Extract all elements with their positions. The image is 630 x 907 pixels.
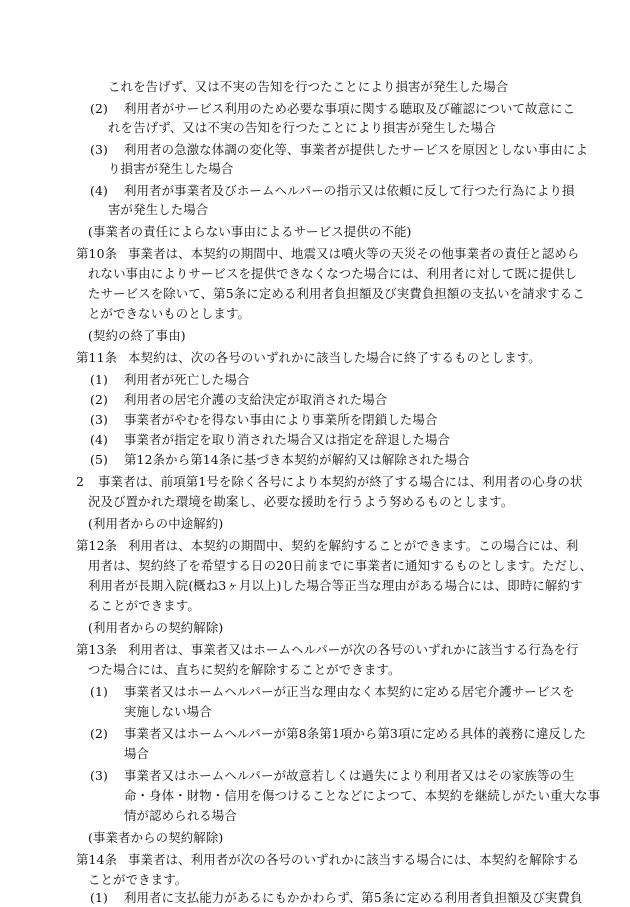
item-number: (2) <box>90 392 109 407</box>
article-line <box>76 537 578 555</box>
text-line: 利用者が長期入院(概ね3ヶ月以上)した場合等正当な理由がある場合には、即時に解約す <box>88 578 583 593</box>
list-item <box>90 451 470 469</box>
item-number: (2) <box>90 101 109 116</box>
item-text: 利用者の急激な体調の変化等、事業者が提供したサービスを原因としない事由によ <box>124 142 589 157</box>
article-number: 第13条 <box>76 642 118 657</box>
item-number: (3) <box>90 142 109 157</box>
list-item <box>90 725 586 743</box>
text-line: 場合 <box>124 746 150 761</box>
item-text: 利用者がサービス利用のため必要な事項に関する聴取及び確認について故意にこ <box>124 101 576 116</box>
text-line: れを告げず、又は不実の告知を行つたことにより損害が発生した場合 <box>108 120 496 135</box>
section-heading: (契約の終了事由) <box>88 328 186 343</box>
section-heading: (利用者からの中途解約) <box>88 516 224 531</box>
list-item <box>90 683 575 701</box>
item-number: (1) <box>90 684 109 699</box>
item-text: 利用者の居宅介護の支給決定が取消された場合 <box>124 392 388 407</box>
article-line <box>76 245 579 263</box>
article-line <box>76 851 579 869</box>
item-text: 事業者がやむを得ない事由により事業所を閉鎖した場合 <box>124 412 438 427</box>
list-item <box>90 371 249 389</box>
item-text: 利用者に支払能力があるにもかかわらず、第5条に定める利用者負担額及び実費負 <box>124 890 583 905</box>
article-text: 事業者は、本契約の期間中、地震又は噴火等の天災その他事業者の責任と認めら <box>128 246 580 261</box>
text-line: 情が認められる場合 <box>124 808 237 823</box>
text-line: これを告げず、又は不実の告知を行つたことにより損害が発生した場合 <box>108 79 509 94</box>
item-number: (3) <box>90 412 109 427</box>
list-item <box>90 411 438 429</box>
item-number: (2) <box>90 726 109 741</box>
text-line: 実施しない場合 <box>124 704 212 719</box>
article-text: 利用者は、本契約の期間中、契約を解約することができます。この場合には、利 <box>128 538 579 553</box>
text-line: とができないものとします。 <box>88 306 251 321</box>
text-line: り損害が発生した場合 <box>108 161 234 176</box>
list-item <box>90 767 575 785</box>
section-heading: (事業者の責任によらない事由によるサービス提供の不能) <box>88 224 412 239</box>
article-number: 第11条 <box>76 350 118 365</box>
list-item <box>90 391 387 409</box>
text-line: ることができます。 <box>88 598 200 613</box>
item-text: 事業者又はホームヘルパーが第8条第1項から第3項に定める具体的義務に違反した <box>124 726 587 741</box>
item-number: (5) <box>90 452 109 467</box>
item-number: (3) <box>90 768 109 783</box>
paragraph-number: 2 <box>76 474 85 489</box>
item-text: 第12条から第14条に基づき本契約が解約又は解除された場合 <box>124 452 470 467</box>
item-text: 事業者が指定を取り消された場合又は指定を辞退した場合 <box>124 432 451 447</box>
text-line: ことができます。 <box>88 872 188 887</box>
text-line: 命・身体・財物・信用を傷つけることなどによつて、本契約を継続しがたい重大な事 <box>124 788 601 803</box>
list-item <box>90 141 588 159</box>
list-item <box>90 182 575 200</box>
article-text: 利用者は、事業者又はホームヘルパーが次の各号のいずれかに該当する行為を行 <box>128 642 579 657</box>
item-text: 利用者が死亡した場合 <box>124 372 250 387</box>
text-line: たサービスを除いて、第5条に定める利用者負担額及び実費負担額の支払いを請求するこ <box>88 286 585 301</box>
list-item <box>90 431 450 449</box>
item-number: (4) <box>90 183 109 198</box>
article-line <box>76 349 541 367</box>
section-heading: (利用者からの契約解除) <box>88 620 224 635</box>
paragraph-line <box>76 473 583 491</box>
text-line: れない事由によりサービスを提供できなくなつた場合には、利用者に対して既に提供し <box>88 266 578 281</box>
list-item <box>90 889 583 907</box>
section-heading: (事業者からの契約解除) <box>88 830 224 845</box>
text-line: 害が発生した場合 <box>108 202 209 217</box>
text-line: 用者は、契約終了を希望する日の20日前までに事業者に通知するものとします。ただし、 <box>88 558 593 573</box>
text-line: つた場合には、直ちに契約を解除することができます。 <box>88 662 401 677</box>
paragraph-text: 事業者は、前項第1号を除く各号により本契約が終了する場合には、利用者の心身の状 <box>98 474 583 489</box>
item-text: 利用者が事業者及びホームヘルパーの指示又は依頼に反して行つた行為により損 <box>124 183 575 198</box>
list-item <box>90 100 575 118</box>
text-line: 況及び置かれた環境を勘案し、必要な援助を行うよう努めるものとします。 <box>88 494 514 509</box>
item-number: (1) <box>90 372 109 387</box>
article-number: 第10条 <box>76 246 118 261</box>
item-number: (1) <box>90 890 109 905</box>
item-text: 事業者又はホームヘルパーが正当な理由なく本契約に定める居宅介護サービスを <box>124 684 575 699</box>
article-text: 事業者は、利用者が次の各号のいずれかに該当する場合には、本契約を解除する <box>128 852 580 867</box>
article-number: 第14条 <box>76 852 118 867</box>
article-text: 本契約は、次の各号のいずれかに該当した場合に終了するものとします。 <box>128 350 541 365</box>
article-number: 第12条 <box>76 538 118 553</box>
article-line <box>76 641 579 659</box>
item-number: (4) <box>90 432 109 447</box>
item-text: 事業者又はホームヘルパーが故意若しくは過失により利用者又はその家族等の生 <box>124 768 575 783</box>
